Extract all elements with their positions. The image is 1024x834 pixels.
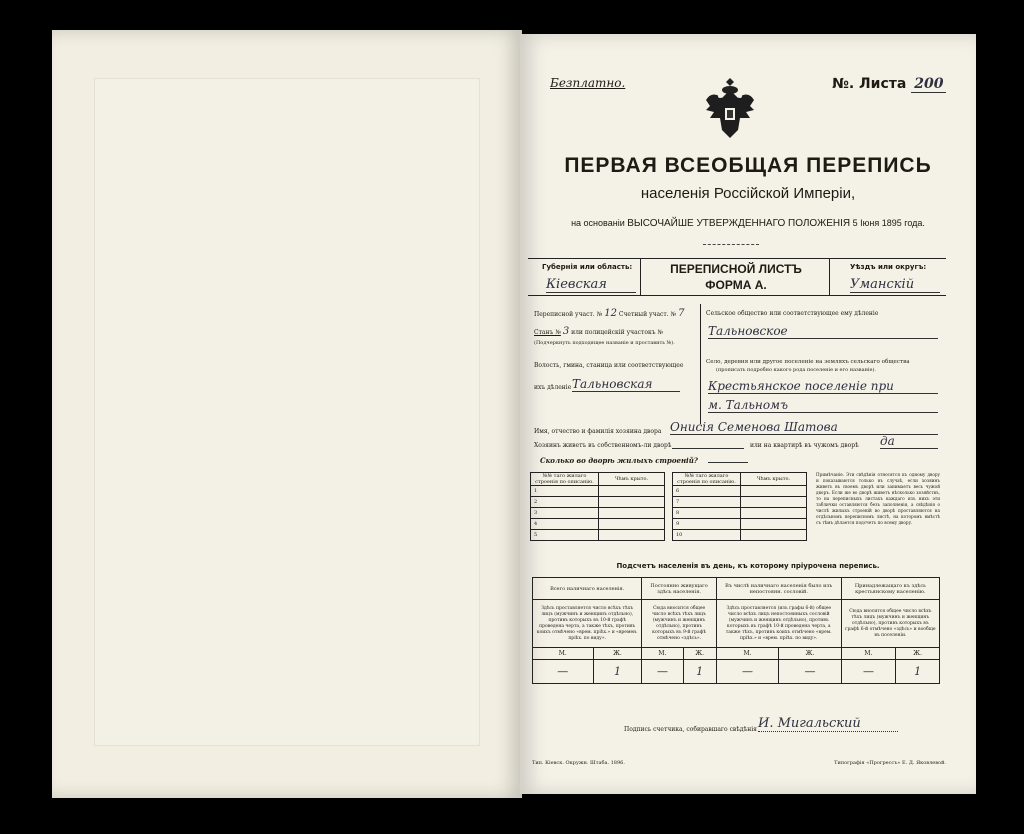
summary-desc-nonpermanent: Здѣсь проставляется (изъ графы 6-й) общее число всѣхъ лицъ непостоянныхъ сословій (мужчинъ и женщинъ отдѣльно), противъ которыхъ въ графѣ 10-й проведена черта, а также тѣхъ, противъ коихъ отмѣчено «врем. пріѣх.» и «врем. пріѣх. по виду». [716,600,841,648]
note-text: Примѣчаніе. Эти свѣдѣнія относятся къ одному двору и показываются только въ случаѣ, если хозяинъ живетъ въ своемъ дворѣ или занимаетъ весь чужой дворъ. Если же во дворѣ живетъ нѣсколько хозяйствъ, то на переписныхъ листахъ каждаго изъ нихъ эти таблички оставляются безъ заполненія, а свѣдѣнія о числѣ жилыхъ строеній во дворѣ проставляются на отдѣльномъ переписномъ листѣ, на которомъ вмѣстѣ съ тѣмъ дѣлается подсчетъ по всему двору. [816,472,940,525]
table-row: 3 [531,508,665,519]
uezd-value: Уманскій [850,277,940,293]
f-header: Ж. [593,648,642,660]
printer-right: Типографія «Прогрессъ» Е. Д. Яковлевой. [834,760,946,766]
col-no-header: №№ таго жилаго строенія по описанію. [531,473,599,486]
guberniya-value: Кіевская [546,277,636,293]
perepis-uch-row: Переписной участ. № 12 Счетный участ. № 7 [534,308,685,319]
summary-value: — [533,660,594,684]
form-header-row [528,258,946,296]
column-divider [700,304,701,424]
ornament-divider [703,244,759,245]
census-form-page [520,34,976,794]
obshchestvo-label: Сельское общество или соответствующее ему дѣленіе [706,310,879,317]
col-what-header: Чѣмъ крыто. [741,473,807,486]
m-header: М. [716,648,778,660]
summary-value: — [716,660,778,684]
table-row: 9 [673,519,807,530]
f-header: Ж. [779,648,841,660]
summary-header-peasant: Принадлежащаго къ здѣсь крестьянскому населенію. [841,578,939,600]
m-header: М. [533,648,594,660]
owner-value: Онисія Семенова Шатова [670,420,938,435]
uezd-label: Уѣздъ или округъ: [850,263,927,271]
f-header: Ж. [896,648,940,660]
printer-left: Тип. Кіевск. Окружн. Штаба. 1896. [532,760,625,766]
table-row: 6 [673,486,807,497]
selo-value-line2: м. Тальномъ [708,398,938,413]
obshchestvo-value: Тальновское [708,324,938,339]
sheet-title: ПЕРЕПИСНОЙ ЛИСТЪ [670,262,802,276]
m-header: М. [841,648,895,660]
summary-value: 1 [896,660,940,684]
rented-value: да [880,434,938,449]
summary-header-nonpermanent: Въ числѣ наличнаго населенія было изъ непостоянн. сословій. [716,578,841,600]
underline-note: (Подчеркнуть подходящее названіе и проставить №). [534,340,675,346]
census-subtitle: населенія Россійской Имперіи, [640,185,856,202]
sheet-number-label: №. Листа 200 [832,76,946,92]
summary-value: 1 [593,660,642,684]
f-header: Ж. [683,648,716,660]
table-row: 10 [673,530,807,541]
summary-title: Подсчетъ населенія въ день, къ которому пріурочена перепись. [616,562,880,570]
signature-value: И. Мигальский [758,716,898,732]
rented-label: или на квартирѣ въ чужомъ дворѣ [750,442,859,449]
buildings-table-left [530,472,665,541]
sheet-number-value: 200 [911,76,946,93]
summary-desc-total: Здѣсь проставляется число всѣхъ тѣхъ лицъ (мужчинъ и женщинъ отдѣльно), противъ которыхъ въ 10-й графѣ проведена черта, а также тѣхъ, противъ коихъ отмѣчено «врем. пріѣх.» и «времен. пріѣх. по виду». [533,600,642,648]
volost-row: ихъ дѣленіе [534,384,572,391]
owner-lives-label: Хозяинъ живетъ въ собственномъ-ли дворѣ [534,442,672,449]
summary-value: — [841,660,895,684]
table-row: 7 [673,497,807,508]
stan-row: Станъ № 3 или полицейскій участокъ № [534,326,664,337]
summary-table [532,577,940,684]
summary-desc-peasant: Сюда вносится общее число всѣхъ тѣхъ лицъ (мужчинъ и женщинъ отдѣльно), противъ которыхъ въ графѣ 6-й отмѣчено «здѣсь» и вообще въ поселеніи. [841,600,939,648]
signature-label: Подпись счетчика, собиравшаго свѣдѣнія [624,726,757,733]
table-row: 2 [531,497,665,508]
buildings-table-right [672,472,807,541]
imperial-eagle-emblem [702,72,758,144]
m-header: М. [642,648,683,660]
free-label: Безплатно. [550,76,626,90]
summary-header-permanent: Постоянно живущаго здѣсь населенія. [642,578,716,600]
table-row: 8 [673,508,807,519]
summary-value: — [779,660,841,684]
owner-lives-line [672,448,744,449]
table-row: 5 [531,530,665,541]
form-title-box [640,259,830,295]
col-no-header: №№ таго жилаго строенія по описанію. [673,473,741,486]
left-page-watermark-area [94,78,480,746]
summary-value: 1 [683,660,716,684]
census-main-title: ПЕРВАЯ ВСЕОБЩАЯ ПЕРЕПИСЬ [564,154,932,177]
buildings-answer-line [708,462,748,463]
owner-label: Имя, отчество и фамилія хозяина двора [534,428,662,435]
volost-label: Волость, гмина, станица или соответствующее [534,362,684,369]
left-blank-page [52,30,522,798]
guberniya-label: Губернія или область: [542,263,633,271]
buildings-question: Сколько во дворѣ жилыхъ строеній? [540,456,698,465]
selo-value-line1: Крестьянское поселеніе при [708,379,938,394]
summary-desc-permanent: Сюда вносится общее число всѣхъ тѣхъ лицъ (мужчинъ и женщинъ отдѣльно), противъ которыхъ въ 9-й графѣ отмѣчено «здѣсь». [642,600,716,648]
summary-value: — [642,660,683,684]
table-row: 4 [531,519,665,530]
selo-note: (прописать подробно какого рода поселеніе и его названіе). [716,367,876,373]
col-what-header: Чѣмъ крыто. [599,473,665,486]
summary-header-total: Всего наличнаго населенія. [533,578,642,600]
census-basis-line: на основаніи ВЫСОЧАЙШЕ УТВЕРЖДЕННАГО ПОЛОЖЕНІЯ 5 Іюня 1895 года. [571,218,925,229]
table-row: 1 [531,486,665,497]
location-left-column [528,304,696,404]
selo-label: Село, деревня или другое поселеніе на земляхъ сельскаго общества [706,359,910,365]
volost-value: Тальновская [572,377,680,392]
sheet-form: ФОРМА А. [705,278,767,292]
